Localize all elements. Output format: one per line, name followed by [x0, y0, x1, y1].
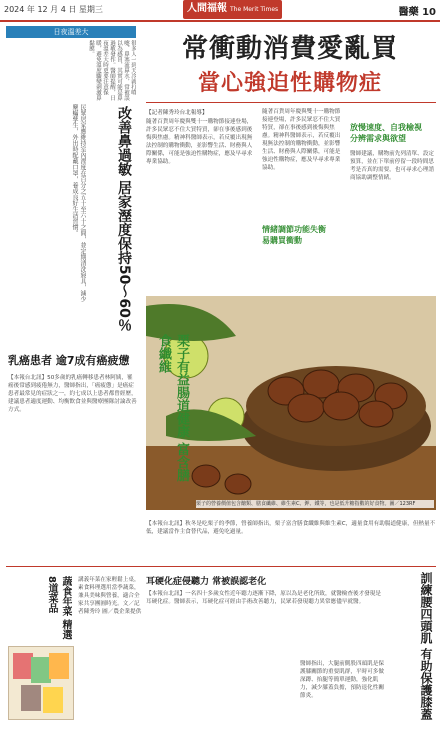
- dish-icon: [43, 687, 63, 713]
- left-box-body2: 民眾居家應維持室內溼度在百分之五十至六十之間，並定期清洗寢具，減少塵蟎孳生，外出時配戴口罩，養成良好生活習慣。: [71, 104, 86, 302]
- right-vertical-body: 醫師指出，大腿前側股四頭肌是保護膝關節的重要肌群，平時可多做深蹲、抬腿等簡單運動，強化肌力，減少膝蓋負擔，預防退化性關節炎。: [300, 661, 384, 699]
- dish-icon: [21, 685, 41, 711]
- main-body: 隨著百貨周年慶與雙十一購物節接連登場，許多民眾忍不住大買特買，卻在事後感到後悔與焦慮。精神科醫師表示，若反覆出現無法控制的購物衝動，並影響生活、財務與人際關係，可能是強迫性購物症，應及早尋求專業協助。: [146, 119, 253, 165]
- masthead-en: The Merit Times: [230, 6, 279, 13]
- right-vertical-headline: 訓練腰四頭肌 有助保護膝蓋: [419, 572, 433, 721]
- callout-2-box: [350, 108, 434, 122]
- callout-1: 情緒調節功能失衡 易購買衝動: [262, 225, 326, 245]
- dish-icon: [31, 657, 51, 683]
- masthead-cn: 人間福報: [187, 3, 227, 14]
- main-subtitle: 當心強迫性購物症: [197, 71, 382, 96]
- section-label: 醫藥 10: [398, 7, 436, 18]
- bottom-body: 【本報台北訊】一名四十多歲女性近年聽力逐漸下降，原以為是老化所致，就醫檢查後才發現是耳硬化症。醫師表示，耳硬化症可經由手術改善聽力，民眾若發現聽力異常應儘早就醫。: [146, 591, 381, 605]
- book-headline: 蔬食年菜 精選8道菜品: [46, 576, 71, 640]
- chestnut-headline: 栗子有益腸道健康 富含膳食纖維: [156, 334, 189, 482]
- cancer-body: 【本報台北訊】50多歲的乳癌轉移患者林阿姨，罹癌後常感到疲倦無力，醫師指出，「癌疲憊」是癌症患者最常見的症狀之一，約七成以上患者都曾經歷，建議患者適度運動、均衡飲食並與醫療團隊討論改善方式。: [8, 375, 137, 413]
- main-title: 常衝動消費愛亂買: [181, 34, 398, 64]
- cancer-headline: 乳癌患者 逾7成有癌疲憊: [8, 354, 130, 367]
- callout-2: 放慢速度、自我檢視 分辨需求與欲望: [350, 123, 422, 143]
- left-box-headline: 改善鼻過敏 居家溼度保持50～60％: [116, 106, 132, 332]
- main-body-col2: 隨著百貨周年慶與雙十一購物節接連登場，許多民眾忍不住大買特買，卻在事後感到後悔與焦慮。精神科醫師表示，若反覆出現無法控制的購物衝動，並影響生活、財務與人際關係，可能是強迫性購物症，應及早尋求專業協助。: [262, 109, 341, 171]
- main-divider: [146, 102, 436, 103]
- issue-date: 2024 年 12 月 4 日 星期三: [4, 5, 103, 14]
- book-photo: [8, 646, 74, 720]
- chestnut-caption: 栗子的營養價值包含醣類、膳食纖維、維生素C、鉀、鐵等，也是低升糖指數的好食物。圖／123RF: [196, 500, 434, 508]
- dish-icon: [13, 653, 33, 679]
- dish-icon: [49, 653, 69, 679]
- left-box-body: 很多人一到天冷就打噴嚏、鼻塞流鼻水，常被誤以為感冒，其實可能是鼻過敏發作。醫師提醒，日夜溫差大時更要注意保暖，避免溫度驟變刺激鼻黏膜。: [88, 40, 136, 101]
- main-byline: 【記者陳秀玲台北報導】: [146, 110, 208, 116]
- book-body: 講義年菜在家輕鬆上桌，素食料理選用當季蔬菜，兼具美味與營養，適合全家共享團圓時光。文／記者陳秀玲 圖／農企業提供: [78, 577, 142, 615]
- bottom-divider: [6, 566, 436, 567]
- bottom-headline: 耳硬化症侵聽力 常被誤認老化: [146, 577, 267, 587]
- left-box-title: 日夜溫差大: [6, 26, 136, 38]
- masthead: [183, 0, 282, 19]
- main-body2: 醫師建議，購物前先列清單、設定預算，並在下單前停留一段時間思考是否真的需要，也可尋求心理諮商協助調整情緒。: [350, 151, 434, 181]
- chestnut-body: 【本報台北訊】秋冬是吃栗子的季節，營養師指出，栗子富含膳食纖維與維生素C，適量食用有助腸道健康，但熱量不低，建議當作主食替代品，避免吃過量。: [146, 521, 436, 535]
